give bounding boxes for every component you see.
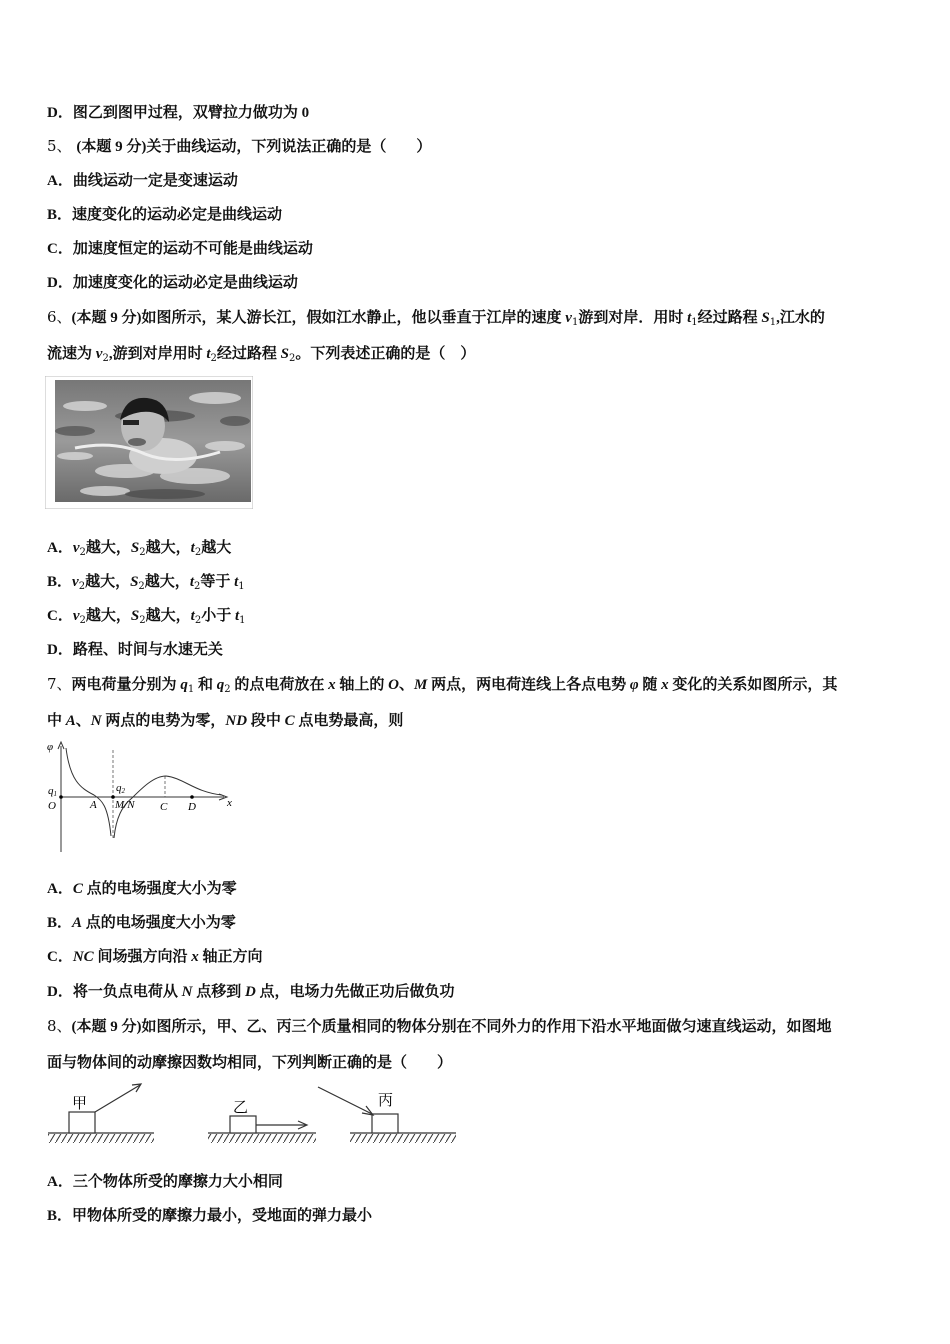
q8-stem-line1: 8、(本题 9 分)如图所示，甲、乙、丙三个质量相同的物体分别在不同外力的作用下沿水平地面做匀速直线运动，如图地 <box>47 1017 832 1035</box>
label-jia: 甲 <box>72 1094 88 1112</box>
q6-stem-line1: 6、(本题 9 分)如图所示，某人游长江，假如江水静止，他以垂直于江岸的速度 $v_1$游到对岸．用时 $t_1$经过路程 $S_1$,江水的 <box>47 308 825 328</box>
q8-stem-line2: 面与物体间的动摩擦因数均相同，下列判断正确的是（ ） <box>47 1055 453 1071</box>
label-yi: 乙 <box>233 1098 249 1116</box>
q7-stem-line1: 7、两电荷量分别为 $q_1$ 和 $q_2$ 的点电荷放在 x 轴上的 O、M 两点，两电荷连线上各点电势 φ 随 x 变化的关系如图所示，其 <box>47 675 838 695</box>
block-yi <box>230 1116 256 1133</box>
q2-label: q2 <box>116 782 125 795</box>
q5-option-c: C．加速度恒定的运动不可能是曲线运动 <box>47 241 313 257</box>
block-jia <box>69 1112 95 1133</box>
force-arrow-bing <box>318 1087 372 1114</box>
q8-option-b: B．甲物体所受的摩擦力最小，受地面的弹力最小 <box>47 1208 373 1224</box>
q5-option-a: A．曲线运动一定是变速运动 <box>47 173 238 189</box>
block-bing <box>372 1114 398 1133</box>
q7-option-b: B．A 点的电场强度大小为零 <box>47 915 236 931</box>
q6-stem-line2: 流速为 $v_2$,游到对岸用时 $t_2$经过路程 $S_2$。下列表述正确的是（ ） <box>47 346 476 364</box>
q6-option-d: D．路程、时间与水速无关 <box>47 642 223 658</box>
q4-option-d: D．图乙到图甲过程，双臂拉力做功为 0 <box>47 105 310 121</box>
swimmer-photo <box>45 376 253 509</box>
phi-label: φ <box>47 741 54 753</box>
q7-option-a: A．C 点的电场强度大小为零 <box>47 881 237 897</box>
label-bing: 丙 <box>378 1091 394 1109</box>
label-A: A <box>90 799 97 811</box>
block-jia-scene <box>48 1084 154 1143</box>
q8-option-a: A．三个物体所受的摩擦力大小相同 <box>47 1174 283 1190</box>
label-D: D <box>188 801 196 813</box>
label-MN: M/N <box>115 799 135 811</box>
label-O: O <box>48 800 56 812</box>
q7-stem-line2: 中 A、N 两点的电势为零，ND 段中 C 点电势最高，则 <box>47 713 404 729</box>
q1-label: q1 <box>48 785 57 798</box>
q6-option-a: A．$v_2$越大，$S_2$越大，$t_2$越大 <box>47 540 232 558</box>
curve-left <box>66 748 111 836</box>
q7-option-d: D．将一负点电荷从 N 点移到 D 点，电场力先做正功后做负功 <box>47 984 455 1000</box>
label-x: x <box>227 797 232 809</box>
potential-graph <box>44 740 240 856</box>
point-D <box>190 795 194 799</box>
q7-option-c: C．NC 间场强方向沿 x 轴正方向 <box>47 949 263 965</box>
blocks-figure <box>44 1082 460 1148</box>
q5-stem: 5、 (本题 9 分)关于曲线运动，下列说法正确的是（ ） <box>47 137 432 155</box>
label-C: C <box>160 801 168 813</box>
q6-option-b: B．$v_2$越大，$S_2$越大，$t_2$等于 $t_1$ <box>47 574 245 592</box>
q5-option-b: B．速度变化的运动必定是曲线运动 <box>47 207 283 223</box>
block-yi-scene <box>208 1098 316 1143</box>
q6-option-c: C．$v_2$越大，$S_2$越大，$t_2$小于 $t_1$ <box>47 608 246 626</box>
q5-option-d: D．加速度变化的运动必定是曲线运动 <box>47 275 298 291</box>
force-arrow-jia <box>95 1085 140 1112</box>
point-O <box>59 795 63 799</box>
block-bing-scene <box>318 1087 456 1143</box>
